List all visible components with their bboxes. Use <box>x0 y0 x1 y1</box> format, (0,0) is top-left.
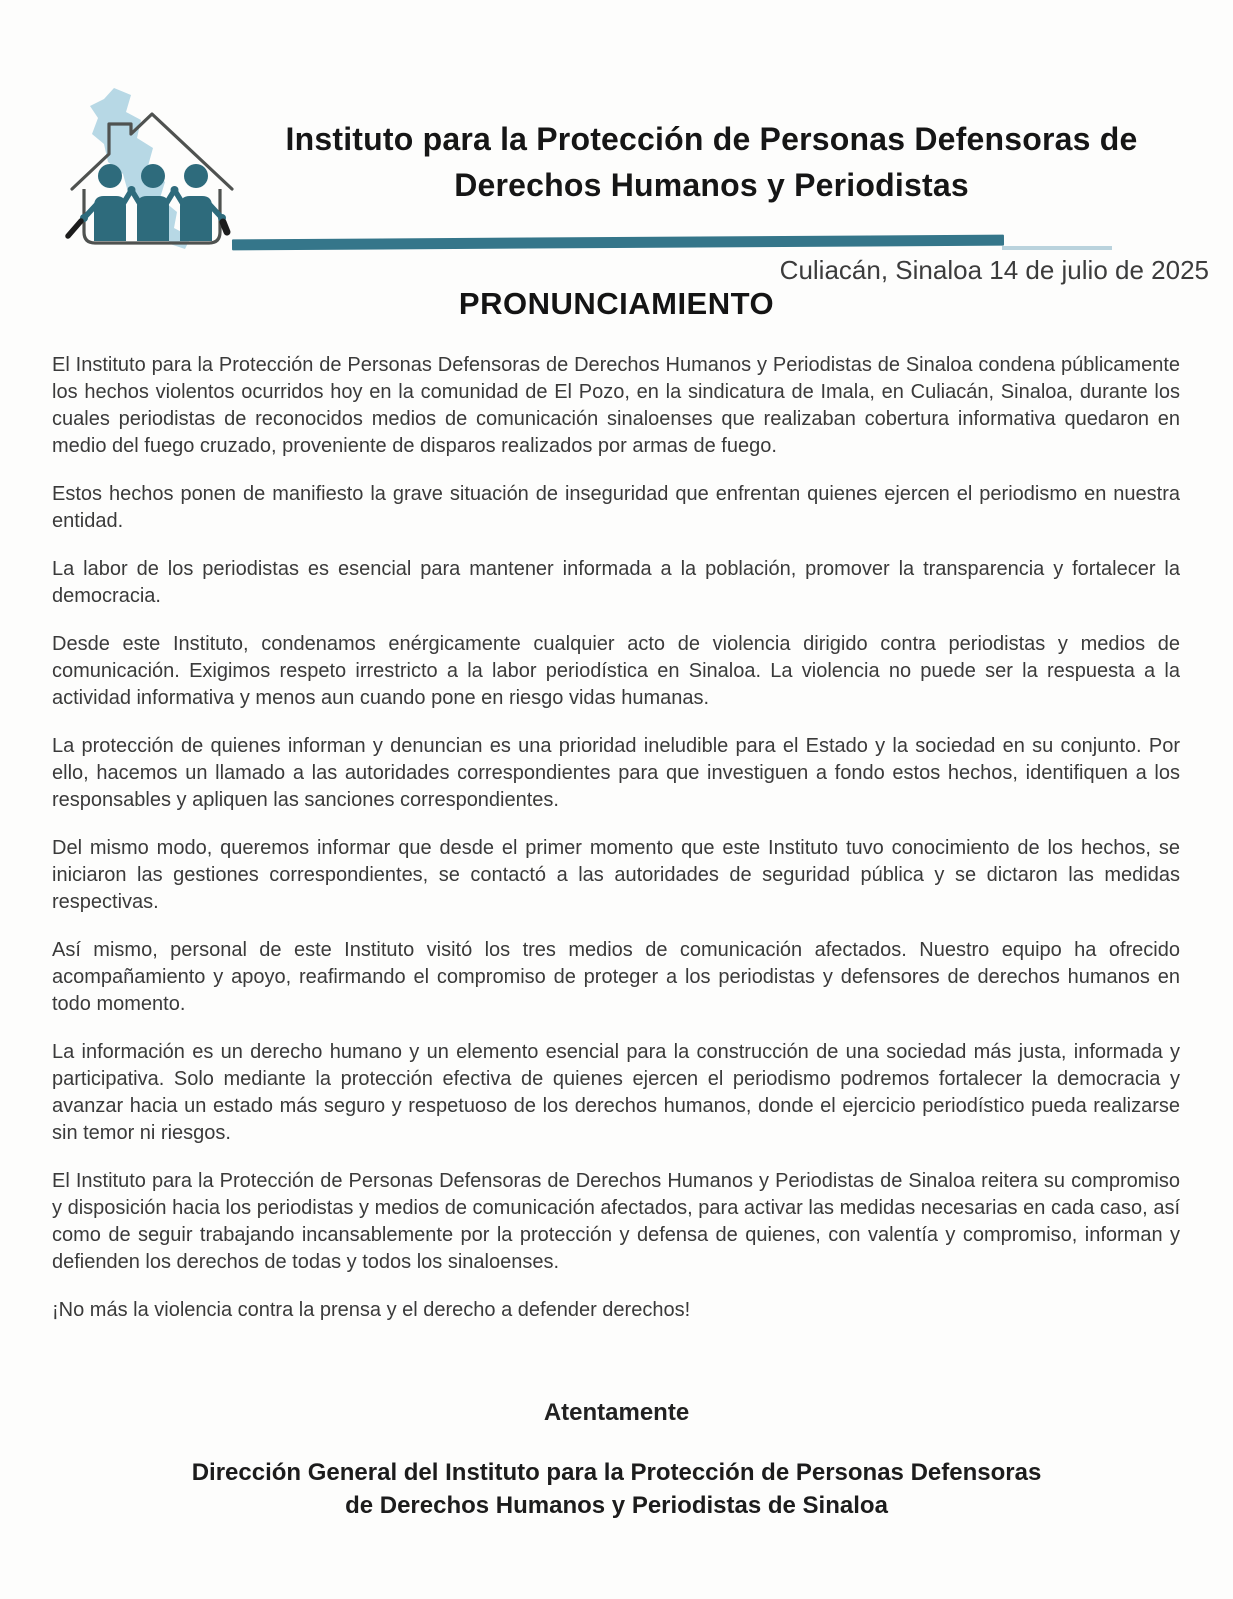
paragraph: Estos hechos ponen de manifiesto la grave situación de inseguridad que enfrentan quienes ejercen el periodismo en nuestra entidad. <box>52 483 1180 532</box>
house-people-map-icon <box>52 86 242 251</box>
header-divider-ghost <box>1002 246 1112 250</box>
paragraph: La información es un derecho humano y un elemento esencial para la construcción de una sociedad más justa, informada y participativa. Solo mediante la protección efectiva de quienes ejercen el periodismo podremos fortalecer la democracia y avanzar hacia un estado más seguro y respetuoso de los derechos humanos, donde el ejercicio periodístico pueda realizarse sin temor ni riesgos. <box>52 1041 1180 1144</box>
document-title: PRONUNCIAMIENTO <box>458 286 775 321</box>
paragraph: ¡No más la violencia contra la prensa y el derecho a defender derechos! <box>52 1299 691 1321</box>
paragraph: El Instituto para la Protección de Personas Defensoras de Derechos Humanos y Periodistas de Sinaloa reitera su compromiso y disposición hacia los periodistas y medios de comunicación afectados, para activar las medidas necesarias en cada caso, así como de seguir trabajando incansablemente por la protección y defensa de quienes, con valentía y compromiso, informan y defienden los derechos de todas y todos los sinaloenses. <box>52 1170 1180 1273</box>
signature-line2: de Derechos Humanos y Periodistas de Sinaloa <box>345 1492 888 1519</box>
paragraph: Así mismo, personal de este Instituto visitó los tres medios de comunicación afectados. Nuestro equipo ha ofrecido acompañamiento y apoyo, reafirmando el compromiso de proteger a los periodistas y defensores de derechos humanos en todo momento. <box>52 939 1180 1015</box>
document-body <box>52 352 1180 1345</box>
institute-logo <box>52 86 242 251</box>
paragraph: El Instituto para la Protección de Personas Defensoras de Derechos Humanos y Periodistas de Sinaloa condena públicamente los hechos violentos ocurridos hoy en la comunidad de El Pozo, en la sindicatura de Imala, en Culiacán, Sinaloa, durante los cuales periodistas de reconocidos medios de comunicación sinaloenses que realizaban cobertura informativa quedaron en medio del fuego cruzado, proveniente de disparos realizados por armas de fuego. <box>52 354 1180 457</box>
org-name-line2: Derechos Humanos y Periodistas <box>454 167 969 203</box>
paragraph: La protección de quienes informan y denuncian es una prioridad ineludible para el Estado y la sociedad en su conjunto. Por ello, hacemos un llamado a las autoridades correspondientes para que investiguen a fondo estos hechos, identifiquen a los responsables y apliquen las sanciones correspondientes. <box>52 735 1180 811</box>
org-name <box>238 116 1185 208</box>
paragraph: La labor de los periodistas es esencial para mantener informada a la población, promover la transparencia y fortalecer la democracia. <box>52 558 1180 607</box>
paragraph: Del mismo modo, queremos informar que desde el primer momento que este Instituto tuvo conocimiento de los hechos, se iniciaron las gestiones correspondientes, se contactó a las autoridades de seguridad pública y se dictaron las medidas respectivas. <box>52 837 1180 913</box>
header-divider-bar <box>232 235 1004 251</box>
dateline: Culiacán, Sinaloa 14 de julio de 2025 <box>779 255 1209 285</box>
paragraph: Desde este Instituto, condenamos enérgicamente cualquier acto de violencia dirigido contra periodistas y medios de comunicación. Exigimos respeto irrestricto a la labor periodística en Sinaloa. La violencia no puede ser la respuesta a la actividad informativa y menos aun cuando pone en riesgo vidas humanas. <box>52 633 1180 709</box>
signature-line1: Dirección General del Instituto para la Protección de Personas Defensoras <box>191 1459 1042 1486</box>
org-name-line1: Instituto para la Protección de Personas Defensoras de <box>285 121 1138 157</box>
closing-salutation: Atentamente <box>543 1399 690 1426</box>
signature-block <box>0 1456 1233 1522</box>
